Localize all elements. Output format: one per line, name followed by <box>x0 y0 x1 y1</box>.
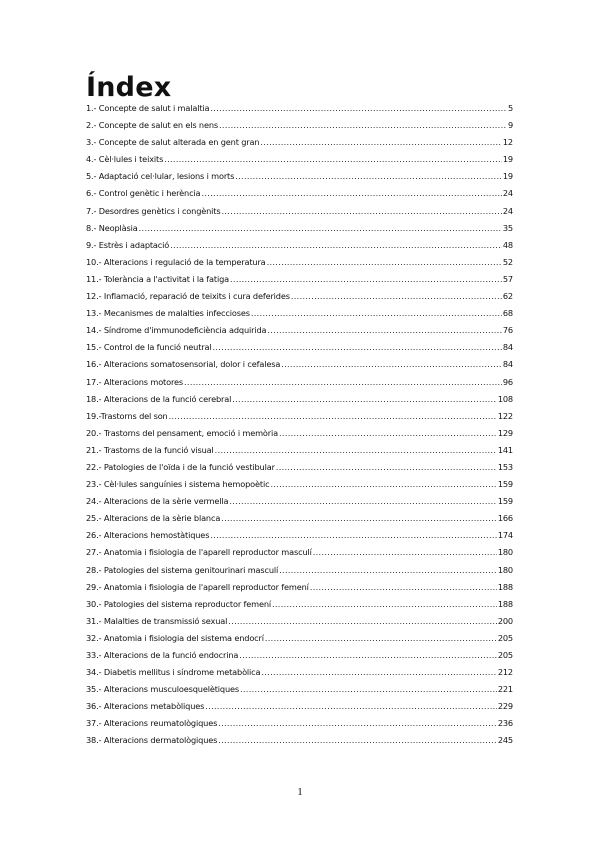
toc-entry-label: 26.- Alteracions hemostàtiques <box>86 530 210 541</box>
toc-entry-label: 25.- Alteracions de la sèrie blanca <box>86 513 221 524</box>
toc-dot-leader <box>291 291 502 301</box>
toc-entry-page: 122 <box>497 410 513 421</box>
toc-entry-label: 5.- Adaptació cel·lular, lesions i morts <box>86 171 235 182</box>
toc-entry-page: 24 <box>502 188 513 199</box>
table-of-contents <box>86 103 513 753</box>
toc-entry-page: 5 <box>507 103 513 113</box>
toc-entry <box>86 513 513 530</box>
toc-entry-label: 7.- Desordres genètics i congènits <box>86 205 221 216</box>
toc-entry <box>86 257 513 274</box>
toc-dot-leader <box>228 616 497 626</box>
toc-entry <box>86 240 513 257</box>
toc-dot-leader <box>279 565 497 575</box>
toc-entry-page: 205 <box>497 632 513 643</box>
toc-dot-leader <box>164 154 502 164</box>
toc-entry-page: 159 <box>497 496 513 507</box>
toc-entry-label: 17.- Alteracions motores <box>86 376 184 387</box>
toc-dot-leader <box>218 718 497 728</box>
toc-entry-label: 16.- Alteracions somatosensorial, dolor i cefalesa <box>86 359 281 370</box>
toc-dot-leader <box>261 667 496 677</box>
toc-entry <box>86 633 513 650</box>
toc-entry <box>86 582 513 599</box>
toc-dot-leader <box>267 325 501 335</box>
toc-entry-page: 19 <box>502 154 513 165</box>
toc-entry <box>86 137 513 154</box>
toc-entry <box>86 188 513 205</box>
toc-entry-page: 52 <box>502 256 513 267</box>
toc-entry-label: 10.- Alteracions i regulació de la temperatura <box>86 256 266 267</box>
toc-entry <box>86 684 513 701</box>
toc-entry-page: 188 <box>497 598 513 609</box>
toc-dot-leader <box>239 650 497 660</box>
toc-entry-page: 180 <box>497 547 513 558</box>
toc-entry-label: 38.- Alteracions dermatològiques <box>86 735 218 746</box>
toc-entry <box>86 479 513 496</box>
toc-dot-leader <box>267 257 502 267</box>
toc-entry-page: 141 <box>497 444 513 455</box>
toc-entry-label: 13.- Mecanismes de malalties infeccioses <box>86 308 250 319</box>
toc-entry-label: 9.- Estrès i adaptació <box>86 239 170 250</box>
toc-dot-leader <box>210 530 497 540</box>
toc-dot-leader <box>313 547 497 557</box>
toc-entry-label: 32.- Anatomia i fisiologia del sistema endocrí <box>86 632 264 643</box>
toc-entry-page: 57 <box>502 273 513 284</box>
toc-entry-page: 174 <box>497 530 513 541</box>
toc-entry-label: 21.- Trastorns de la funció visual <box>86 444 214 455</box>
toc-dot-leader <box>310 582 497 592</box>
toc-entry-page: 221 <box>497 684 513 695</box>
toc-entry <box>86 308 513 325</box>
toc-entry-label: 18.- Alteracions de la funció cerebral <box>86 393 232 404</box>
toc-dot-leader <box>213 342 502 352</box>
toc-entry-label: 29.- Anatomia i fisiologia de l'aparell reproductor femení <box>86 581 309 592</box>
toc-entry <box>86 616 513 633</box>
toc-entry <box>86 735 513 752</box>
toc-entry-label: 20.- Trastorns del pensament, emoció i memòria <box>86 427 279 438</box>
toc-entry-page: 68 <box>502 308 513 319</box>
toc-entry <box>86 171 513 188</box>
toc-entry-label: 6.- Control genètic i herència <box>86 188 201 199</box>
toc-entry <box>86 223 513 240</box>
toc-entry-label: 19.-Trastorns del son <box>86 410 168 421</box>
toc-dot-leader <box>184 377 502 387</box>
toc-entry-page: 166 <box>497 513 513 524</box>
toc-entry-page: 76 <box>502 325 513 336</box>
toc-dot-leader <box>218 735 497 745</box>
toc-entry-page: 96 <box>502 376 513 387</box>
toc-entry <box>86 411 513 428</box>
toc-entry-label: 1.- Concepte de salut i malaltia <box>86 103 210 113</box>
toc-entry <box>86 565 513 582</box>
toc-entry <box>86 599 513 616</box>
toc-dot-leader <box>221 513 497 523</box>
toc-entry-label: 15.- Control de la funció neutral <box>86 342 212 353</box>
toc-entry <box>86 359 513 376</box>
toc-dot-leader <box>270 479 496 489</box>
toc-entry <box>86 428 513 445</box>
toc-entry-page: 62 <box>502 291 513 302</box>
toc-entry <box>86 377 513 394</box>
toc-dot-leader <box>221 206 501 216</box>
page-number: 1 <box>297 786 303 798</box>
toc-dot-leader <box>201 188 501 198</box>
toc-entry-label: 23.- Cèl·lules sanguínies i sistema hemopoètic <box>86 479 270 490</box>
toc-entry <box>86 530 513 547</box>
toc-entry-page: 84 <box>502 342 513 353</box>
toc-entry-label: 35.- Alteracions musculoesquelètiques <box>86 684 239 695</box>
toc-entry-label: 3.- Concepte de salut alterada en gent gran <box>86 137 260 148</box>
toc-entry-page: 108 <box>497 393 513 404</box>
toc-entry <box>86 274 513 291</box>
toc-entry-label: 12.- Inflamació, reparació de teixits i cura deferides <box>86 291 290 302</box>
toc-entry-page: 245 <box>497 735 513 746</box>
toc-entry <box>86 120 513 137</box>
toc-entry-page: 212 <box>497 667 513 678</box>
toc-entry-page: 188 <box>497 581 513 592</box>
toc-dot-leader <box>251 308 502 318</box>
toc-dot-leader <box>235 171 502 181</box>
toc-dot-leader <box>219 120 507 130</box>
toc-entry <box>86 291 513 308</box>
toc-entry <box>86 342 513 359</box>
toc-entry-page: 35 <box>502 222 513 233</box>
toc-entry-label: 30.- Patologies del sistema reproductor femení <box>86 598 271 609</box>
toc-dot-leader <box>272 599 497 609</box>
toc-entry <box>86 496 513 513</box>
toc-dot-leader <box>240 684 497 694</box>
toc-dot-leader <box>260 137 501 147</box>
toc-entry-label: 34.- Diabetis mellitus i síndrome metabòlica <box>86 667 261 678</box>
toc-entry-label: 33.- Alteracions de la funció endocrina <box>86 650 239 660</box>
toc-entry-label: 24.- Alteracions de la sèrie vermella <box>86 496 229 507</box>
toc-entry <box>86 462 513 479</box>
toc-entry-page: 159 <box>497 479 513 490</box>
toc-entry <box>86 206 513 223</box>
toc-entry <box>86 718 513 735</box>
page-title: Índex <box>86 72 172 103</box>
toc-entry-page: 12 <box>502 137 513 148</box>
toc-entry-label: 8.- Neoplàsia <box>86 222 138 233</box>
toc-entry-label: 31.- Malalties de transmissió sexual <box>86 615 228 626</box>
toc-dot-leader <box>232 394 497 404</box>
toc-entry-page: 129 <box>497 427 513 438</box>
toc-entry-label: 22.- Patologies de l'oïda i de la funció vestibular <box>86 461 275 472</box>
toc-entry-label: 37.- Alteracions reumatològiques <box>86 718 218 729</box>
toc-dot-leader <box>229 496 496 506</box>
toc-entry-page: 180 <box>497 564 513 575</box>
toc-dot-leader <box>230 274 502 284</box>
toc-entry <box>86 701 513 718</box>
toc-entry <box>86 394 513 411</box>
toc-dot-leader <box>281 359 502 369</box>
toc-entry-label: 36.- Alteracions metabòliques <box>86 701 205 712</box>
toc-dot-leader <box>170 240 502 250</box>
toc-entry-page: 48 <box>502 239 513 250</box>
toc-entry <box>86 650 513 667</box>
toc-entry <box>86 154 513 171</box>
toc-entry-page: 229 <box>497 701 513 712</box>
toc-entry-label: 14.- Síndrome d'immunodeficiència adquirida <box>86 325 267 336</box>
toc-dot-leader <box>279 428 497 438</box>
toc-dot-leader <box>215 445 497 455</box>
toc-entry <box>86 667 513 684</box>
toc-entry-page: 84 <box>502 359 513 370</box>
toc-entry-label: 4.- Cèl·lules i teixits <box>86 154 164 165</box>
toc-entry-page: 236 <box>497 718 513 729</box>
toc-entry <box>86 547 513 564</box>
toc-entry-page: 153 <box>497 461 513 472</box>
toc-entry-page: 205 <box>497 650 513 660</box>
toc-dot-leader <box>205 701 497 711</box>
toc-entry-label: 11.- Tolerància a l'activitat i la fatiga <box>86 273 230 284</box>
toc-dot-leader <box>276 462 497 472</box>
toc-dot-leader <box>169 411 497 421</box>
toc-dot-leader <box>265 633 497 643</box>
toc-entry <box>86 103 513 120</box>
toc-entry-label: 2.- Concepte de salut en els nens <box>86 120 219 131</box>
toc-entry-label: 28.- Patologies del sistema genitourinari masculí <box>86 564 279 575</box>
toc-dot-leader <box>210 103 507 113</box>
toc-entry <box>86 325 513 342</box>
toc-entry-page: 9 <box>507 120 513 131</box>
toc-entry-page: 19 <box>502 171 513 182</box>
toc-entry-page: 24 <box>502 205 513 216</box>
toc-dot-leader <box>139 223 502 233</box>
toc-entry-label: 27.- Anatomia i fisiologia de l'aparell reproductor masculí <box>86 547 312 558</box>
toc-entry-page: 200 <box>497 615 513 626</box>
toc-entry <box>86 445 513 462</box>
